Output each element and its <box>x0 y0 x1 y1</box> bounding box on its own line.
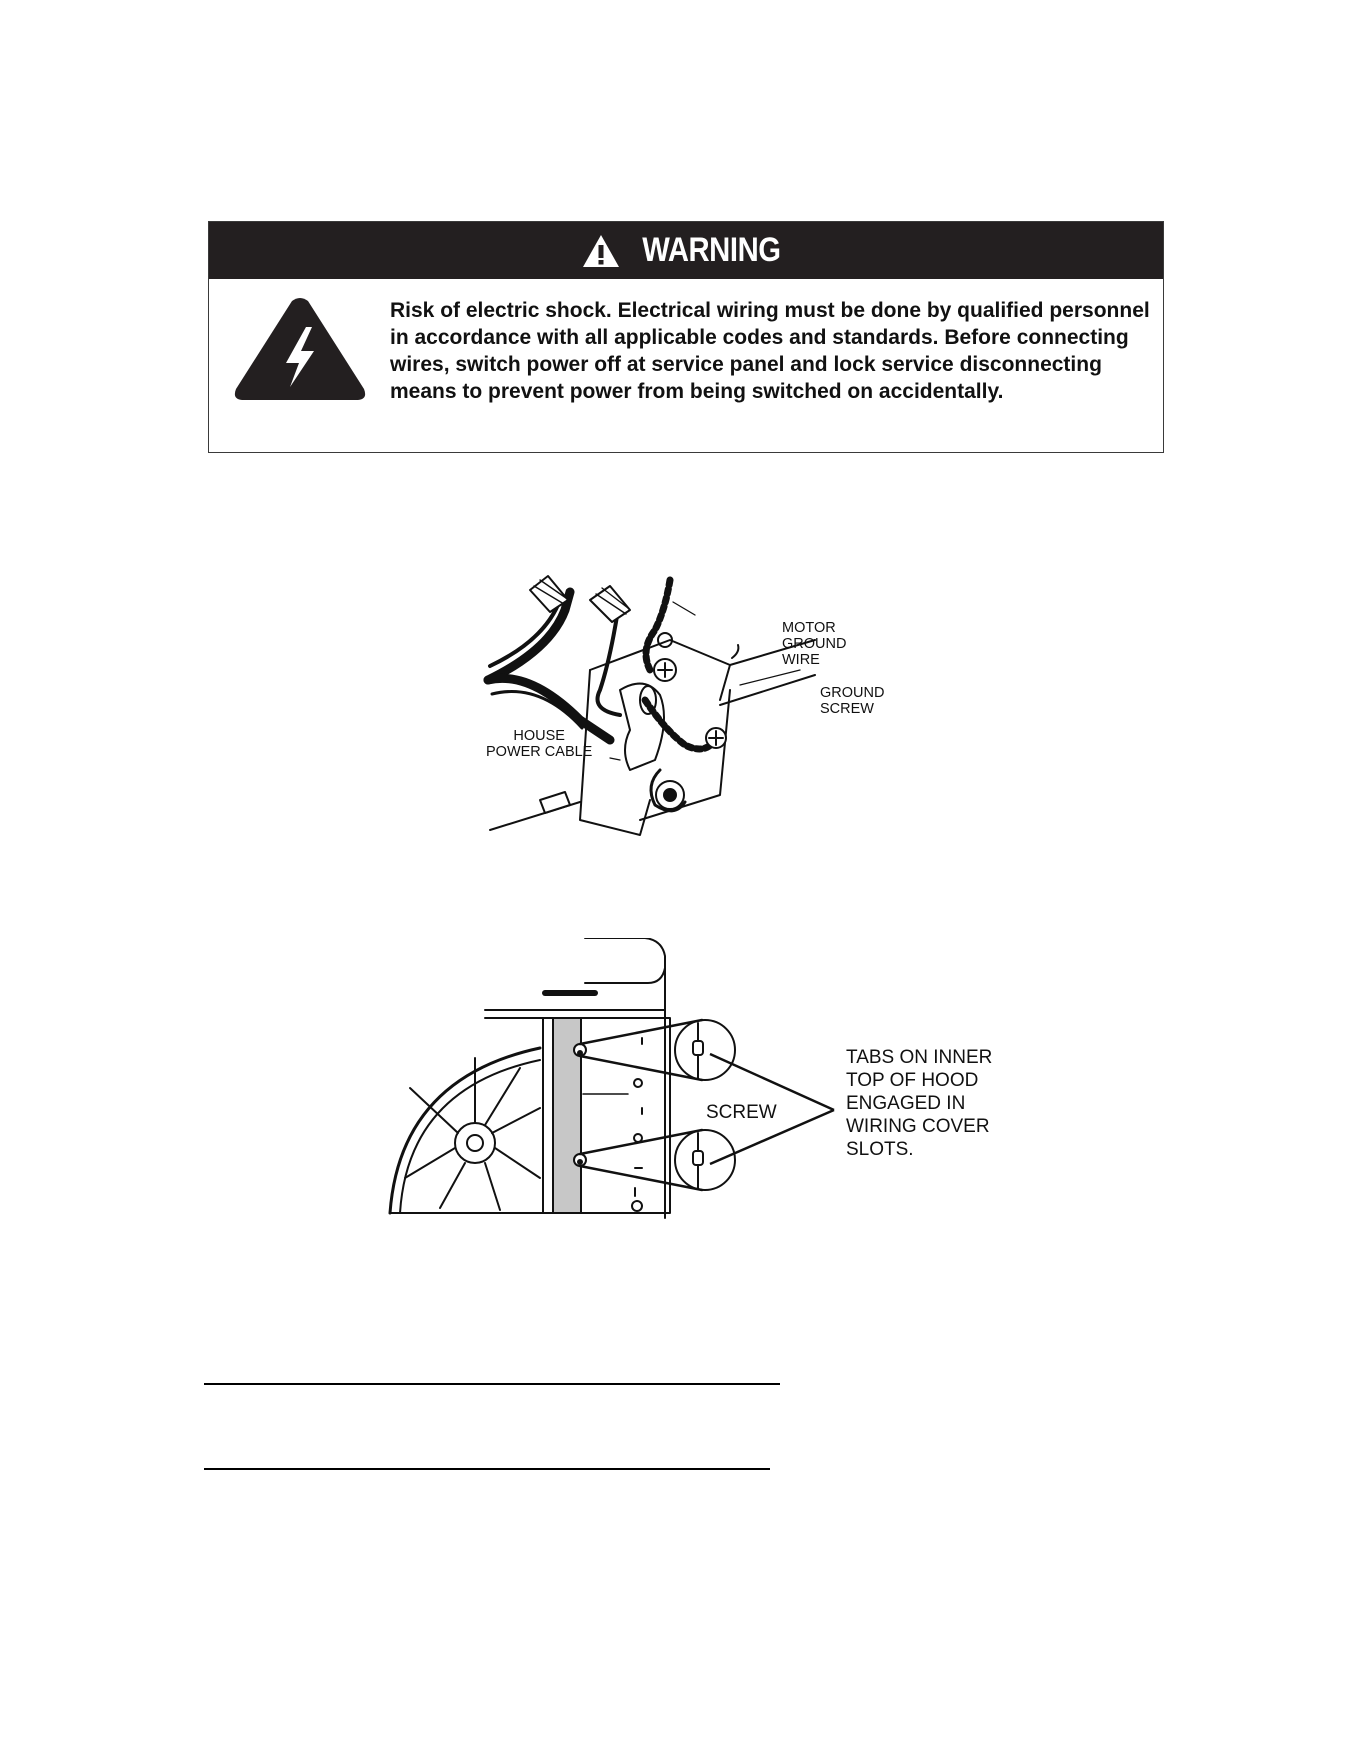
warning-box <box>208 221 1164 453</box>
tabs-leader-lines <box>700 1040 840 1170</box>
warning-body <box>209 279 1163 452</box>
electric-shock-icon <box>232 297 368 403</box>
tabs-label: TABS ON INNER TOP OF HOOD ENGAGED IN WIRING COVER SLOTS. <box>846 1047 993 1160</box>
motor-ground-wire-label: MOTOR GROUND WIRE <box>782 620 847 668</box>
divider-line <box>204 1383 780 1385</box>
warning-title: WARNING <box>641 231 781 269</box>
wiring-diagram <box>470 570 870 850</box>
divider-line <box>204 1468 770 1470</box>
ground-screw-label: GROUND SCREW <box>820 685 885 717</box>
screw-label: SCREW <box>706 1102 777 1123</box>
wiring-cover-diagram <box>380 938 750 1228</box>
warning-header <box>209 222 1163 279</box>
house-power-cable-label: HOUSE POWER CABLE <box>486 728 593 760</box>
warning-triangle-icon <box>581 233 621 269</box>
warning-text: Risk of electric shock. Electrical wiring must be done by qualified personnel in accordance with all applicable codes and standards. Before connecting wires, switch power off at service panel and lock service disconnecting means to prevent power from being switched on accidentally. <box>390 299 1150 403</box>
